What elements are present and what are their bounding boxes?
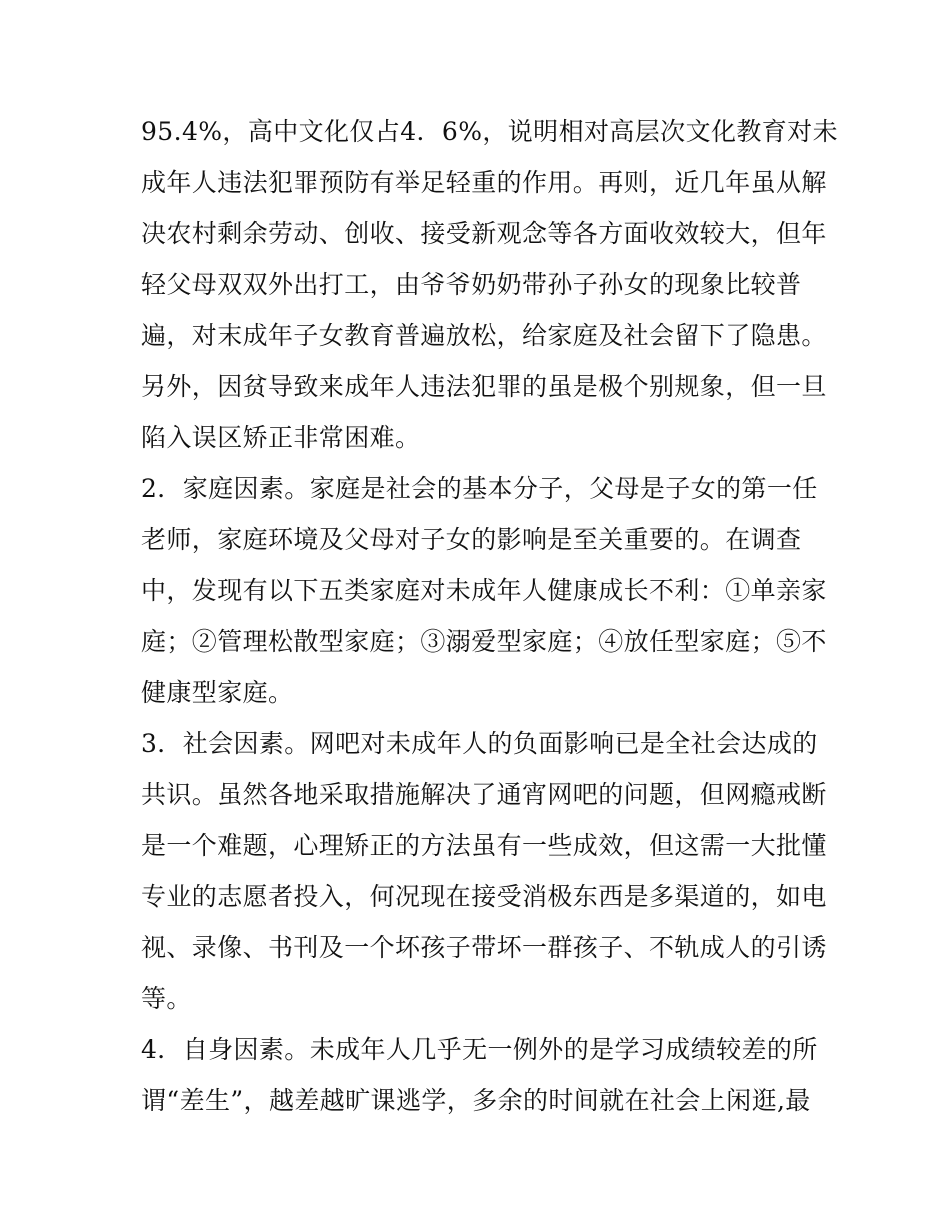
text-line: 4．自身因素。未成年人几乎无一例外的是学习成绩较差的所	[141, 1035, 818, 1064]
text-line: 健康型家庭。	[141, 678, 294, 707]
text-line: 95.4%，高中文化仅占4．6%，说明相对高层次文化教育对未	[141, 117, 838, 146]
text-line: 谓“差生”，越差越旷课逃学，多余的时间就在社会上闲逛,最	[141, 1086, 811, 1115]
text-line: 轻父母双双外出打工，由爷爷奶奶带孙子孙女的现象比较普	[141, 270, 802, 299]
text-line: 中，发现有以下五类家庭对未成年人健康成长不利：①单亲家	[141, 576, 827, 605]
text-line: 共识。虽然各地采取措施解决了通宵网吧的问题，但网瘾戒断	[141, 780, 827, 809]
text-line: 成年人违法犯罪预防有举足轻重的作用。再则，近几年虽从解	[141, 168, 827, 197]
text-line: 另外，因贫导致来成年人违法犯罪的虽是极个别规象，但一旦	[141, 372, 827, 401]
text-line: 3．社会因素。网吧对未成年人的负面影响已是全社会达成的	[141, 729, 818, 758]
text-line: 庭；②管理松散型家庭；③溺爱型家庭；④放任型家庭；⑤不	[141, 627, 827, 656]
text-line: 是一个难题，心理矫正的方法虽有一些成效，但这需一大批懂	[141, 831, 827, 860]
document-body	[141, 106, 838, 1126]
text-line: 专业的志愿者投入，何况现在接受消极东西是多渠道的，如电	[141, 882, 827, 911]
text-line: 等。	[141, 984, 192, 1013]
text-line: 2．家庭因素。家庭是社会的基本分子，父母是子女的第一任	[141, 474, 818, 503]
text-line: 决农村剩余劳动、创收、接受新观念等各方面收效较大，但年	[141, 219, 827, 248]
text-line: 遍，对末成年子女教育普遍放松，给家庭及社会留下了隐患。	[141, 321, 827, 350]
text-line: 老师，家庭环境及父母对子女的影响是至关重要的。在调查	[141, 525, 802, 554]
text-line: 视、录像、书刊及一个坏孩子带坏一群孩子、不轨成人的引诱	[141, 933, 827, 962]
text-line: 陷入误区矫正非常困难。	[141, 423, 421, 452]
